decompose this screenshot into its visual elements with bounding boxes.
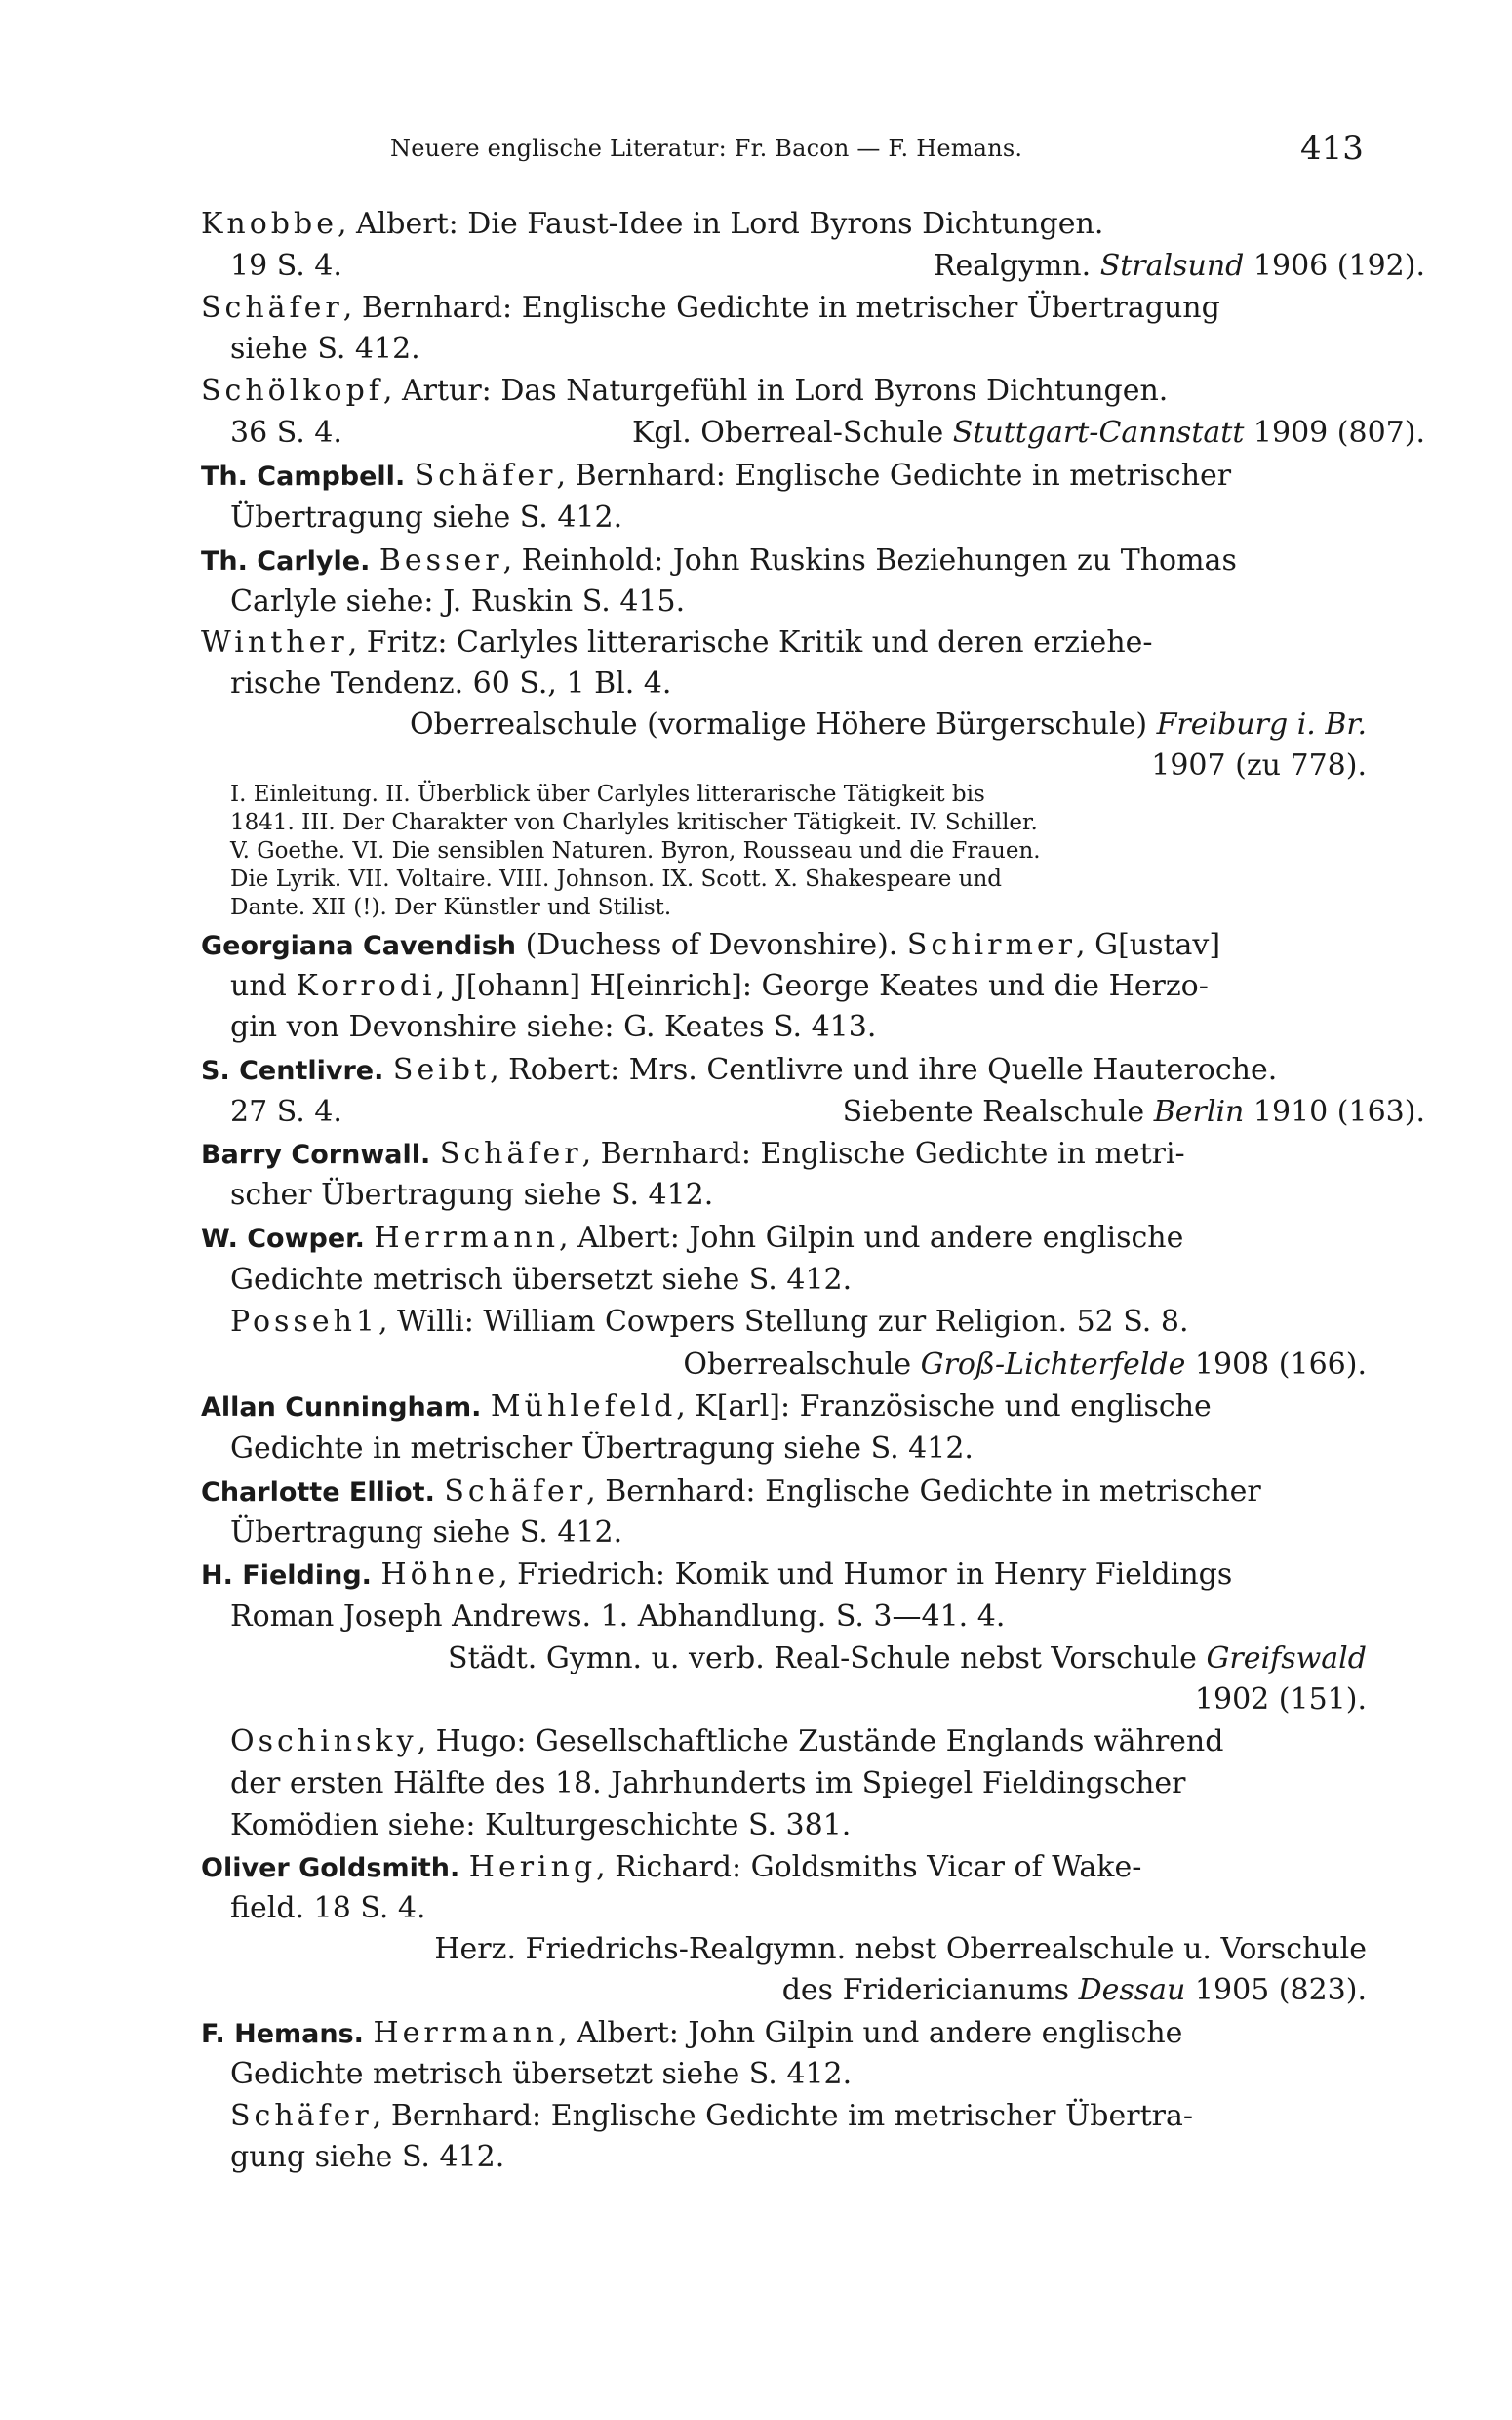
text-run: , K[arl]: Französische und englische [676, 1390, 1212, 1424]
text-run: Oberrealschule [683, 1348, 921, 1382]
text-run: Kgl. Oberreal-Schule [632, 416, 953, 450]
line-left [230, 838, 1041, 864]
bibliography-line [201, 1639, 1367, 1678]
author-heading: Th. Carlyle. [201, 546, 371, 577]
text-run [383, 1053, 393, 1087]
line-left [201, 544, 1237, 578]
place-name: Groß-Lichterfelde [920, 1348, 1186, 1382]
text-run [481, 1390, 491, 1424]
text-run: rische Tendenz. 60 S., 1 Bl. 4. [230, 666, 672, 701]
text-run [405, 459, 415, 493]
bibliography-line [201, 205, 1367, 244]
text-run [459, 1850, 469, 1884]
line-left [230, 1263, 852, 1297]
text-run: I. Einleitung. II. Überblick über Carlyles litterarische Tätigkeit bis [230, 782, 985, 807]
line-right [683, 1346, 1367, 1385]
line-left [201, 625, 1153, 660]
line-left [201, 1137, 1185, 1171]
author-name: Herrmann [373, 2016, 559, 2050]
bibliography-line [201, 624, 1367, 663]
line-left [230, 1515, 622, 1550]
line-left [230, 782, 985, 807]
author-name: Höhne [380, 1557, 499, 1592]
bibliography-line [230, 1889, 1396, 1928]
place-name: Freiburg i. Br. [1156, 707, 1367, 742]
text-run: Gedichte metrisch übersetzt siehe S. 412. [230, 2057, 853, 2091]
bibliography-line [201, 926, 1367, 965]
bibliography-line [201, 1219, 1367, 1258]
line-left [201, 459, 1231, 493]
line-left [230, 895, 671, 920]
author-name: Hering [468, 1850, 597, 1884]
place-name: Stralsund [1099, 249, 1245, 283]
line-left [230, 332, 420, 366]
bibliography-line [230, 1722, 1396, 1761]
text-run [364, 2016, 374, 2050]
author-name: Schäfer [439, 1137, 582, 1171]
bibliography-line [230, 1303, 1396, 1342]
text-run: , G[ustav] [1076, 928, 1221, 962]
text-run: field. 18 S. 4. [230, 1891, 426, 1925]
bibliography-line [230, 1176, 1396, 1215]
author-name: Knobbe [201, 207, 338, 241]
author-name: Seibt [392, 1053, 491, 1087]
running-title: Neuere englische Literatur: Fr. Bacon — F. Hemans. [390, 135, 1023, 162]
place-name: Stuttgart-Cannstatt [952, 416, 1245, 450]
line-left [201, 928, 1220, 962]
text-run: , Richard: Goldsmiths Vicar of Wake- [596, 1850, 1142, 1884]
line-right [632, 414, 1425, 453]
bibliography-line [201, 372, 1367, 411]
bibliography-line [230, 1093, 1425, 1132]
author-name: Schäfer [230, 2099, 373, 2133]
place-name: Dessau [1078, 1973, 1186, 2007]
bibliography-line [201, 1848, 1367, 1887]
page-number: 413 [1300, 129, 1364, 168]
line-right [410, 706, 1367, 745]
bibliography-line [230, 1261, 1396, 1300]
text-run: 1910 (163). [1244, 1095, 1425, 1129]
text-run: der ersten Hälfte des 18. Jahrhunderts im Spiegel Fieldingscher [230, 1766, 1186, 1800]
line-left [230, 2099, 1193, 2133]
author-heading: Th. Campbell. [201, 462, 406, 492]
text-run: Übertragung siehe S. 412. [230, 501, 623, 535]
line-left [201, 1557, 1232, 1592]
line-left [201, 374, 1168, 408]
line-left [230, 969, 1209, 1003]
bibliography-line [201, 1135, 1367, 1174]
bibliography-line [230, 967, 1396, 1006]
line-left [201, 2016, 1182, 2050]
line-left [201, 1053, 1277, 1087]
bibliography-line [201, 706, 1367, 745]
text-run: , Bernhard: Englische Gedichte im metrischer Übertra- [372, 2099, 1194, 2133]
bibliography-line [230, 1513, 1396, 1553]
text-run: 1909 (807). [1244, 416, 1425, 450]
text-run: , Bernhard: Englische Gedichte in metrischer [556, 459, 1232, 493]
text-run: , Albert: John Gilpin und andere englische [558, 2016, 1183, 2050]
bibliography-line [201, 1555, 1367, 1594]
text-run: 1841. III. Der Charakter von Charlyles kritischer Tätigkeit. IV. Schiller. [230, 810, 1038, 835]
text-run: , J[ohann] H[einrich]: George Keates und die Herzo- [435, 969, 1209, 1003]
author-heading: Georgiana Cavendish [201, 931, 517, 961]
line-left [230, 1432, 974, 1466]
text-run: Herz. Friedrichs-Realgymn. nebst Oberrealschule u. Vorschule [434, 1932, 1367, 1966]
line-left [230, 1178, 713, 1212]
bibliography-line [201, 1930, 1367, 1969]
line-left [201, 1474, 1261, 1509]
bibliography-line [230, 1008, 1396, 1047]
text-run: , Artur: Das Naturgefühl in Lord Byrons Dichtungen. [382, 374, 1169, 408]
bibliography-line [230, 499, 1396, 538]
text-run [370, 544, 379, 578]
author-name: Posseh1 [230, 1305, 378, 1339]
bibliography-line [230, 583, 1396, 622]
text-run: Übertragung siehe S. 412. [230, 1515, 623, 1550]
text-run: Realgymn. [933, 249, 1100, 283]
text-run: , Robert: Mrs. Centlivre und ihre Quelle Hauteroche. [490, 1053, 1278, 1087]
line-left [230, 1305, 1188, 1339]
text-run: Carlyle siehe: J. Ruskin S. 415. [230, 585, 686, 619]
text-run: Oberrealschule (vormalige Höhere Bürgerschule) [409, 707, 1157, 742]
text-run: gin von Devonshire siehe: G. Keates S. 413. [230, 1010, 877, 1044]
bibliography-line [201, 542, 1367, 581]
author-name: Schölkopf [201, 374, 383, 408]
text-run: 1907 (zu 778). [1151, 748, 1367, 783]
text-run [430, 1137, 440, 1171]
bibliography-line [230, 330, 1396, 369]
line-left [201, 291, 1220, 325]
line-left [230, 1010, 876, 1044]
bibliography-line [230, 1430, 1396, 1469]
bibliography-line [201, 1971, 1367, 2010]
line-left [201, 1221, 1183, 1255]
text-run: , Albert: Die Faust-Idee in Lord Byrons Dichtungen. [337, 207, 1104, 241]
text-run: , Bernhard: Englische Gedichte in metrischer Übertragung [342, 291, 1220, 325]
author-heading: F. Hemans. [201, 2019, 364, 2049]
text-run: 1908 (166). [1185, 1348, 1367, 1382]
line-left [230, 1808, 851, 1842]
line-right [448, 1639, 1367, 1678]
text-run: siehe S. 412. [230, 332, 420, 366]
line-left [201, 1390, 1212, 1424]
text-run: 19 S. 4. [230, 249, 342, 283]
text-run: 27 S. 4. [230, 1095, 342, 1129]
text-run [435, 1474, 445, 1509]
text-run: und [230, 969, 297, 1003]
contents-note-line [230, 891, 1284, 924]
bibliography-line [230, 665, 1396, 704]
line-left [230, 1724, 1223, 1758]
line-left [230, 501, 622, 535]
text-run: 1905 (823). [1185, 1973, 1367, 2007]
text-run: gung siehe S. 412. [230, 2140, 505, 2174]
author-name: Schirmer [906, 928, 1077, 962]
author-name: Korrodi [296, 969, 436, 1003]
line-left [230, 249, 342, 283]
text-run: 1906 (192). [1244, 249, 1425, 283]
text-run: , Bernhard: Englische Gedichte in metri- [581, 1137, 1185, 1171]
line-left [230, 585, 685, 619]
line-left [230, 416, 342, 450]
line-left [201, 1850, 1141, 1884]
line-right [1195, 1680, 1367, 1719]
author-name: Besser [378, 544, 503, 578]
bibliography-line [201, 289, 1367, 328]
line-right [782, 1971, 1367, 2010]
bibliography-line [201, 457, 1367, 496]
line-left [230, 1095, 342, 1129]
place-name: Berlin [1153, 1095, 1245, 1129]
line-left [230, 810, 1038, 835]
bibliography-line [201, 2014, 1367, 2053]
line-right [434, 1930, 1367, 1969]
bibliography-line [201, 1346, 1367, 1385]
line-left [230, 666, 671, 701]
author-name: Herrmann [374, 1221, 560, 1255]
bibliography-line [230, 1764, 1396, 1803]
author-name: Mühlefeld [490, 1390, 677, 1424]
author-name: Schäfer [444, 1474, 587, 1509]
author-heading: S. Centlivre. [201, 1056, 384, 1086]
text-run: , Bernhard: Englische Gedichte in metrischer [586, 1474, 1261, 1509]
text-run: Komödien siehe: Kulturgeschichte S. 381. [230, 1808, 852, 1842]
text-run: , Friedrich: Komik und Humor in Henry Fieldings [498, 1557, 1233, 1592]
text-run: Dante. XII (!). Der Künstler und Stilist. [230, 895, 672, 920]
bibliography-line [230, 2055, 1396, 2094]
text-run: , Fritz: Carlyles litterarische Kritik und deren erziehe- [347, 625, 1153, 660]
bibliography-line [201, 1388, 1367, 1427]
author-name: Oschinsky [230, 1724, 418, 1758]
bibliography-line [201, 1472, 1367, 1512]
line-right [934, 247, 1425, 286]
text-run: des Fridericianums [781, 1973, 1079, 2007]
author-name: Schäfer [414, 459, 557, 493]
text-run: Städt. Gymn. u. verb. Real-Schule nebst Vorschule [448, 1641, 1207, 1675]
text-run: 1902 (151). [1194, 1682, 1367, 1716]
author-heading: Allan Cunningham. [201, 1392, 482, 1423]
line-left [230, 2140, 504, 2174]
text-run: 36 S. 4. [230, 416, 342, 450]
author-heading: H. Fielding. [201, 1560, 372, 1591]
author-heading: Barry Cornwall. [201, 1140, 431, 1170]
bibliography-line [201, 1051, 1367, 1090]
bibliography-line [201, 1680, 1367, 1719]
line-right [843, 1093, 1425, 1132]
text-run: V. Goethe. VI. Die sensiblen Naturen. Byron, Rousseau und die Frauen. [230, 838, 1041, 864]
line-left [201, 207, 1103, 241]
text-run: , Albert: John Gilpin und andere englische [559, 1221, 1184, 1255]
bibliography-line [230, 1597, 1396, 1636]
author-name: Schäfer [201, 291, 343, 325]
line-left [230, 1766, 1186, 1800]
author-name: Winther [201, 625, 348, 660]
text-run: , Willi: William Cowpers Stellung zur Religion. 52 S. 8. [378, 1305, 1189, 1339]
text-run: Gedichte in metrischer Übertragung siehe S. 412. [230, 1432, 974, 1466]
text-run: scher Übertragung siehe S. 412. [230, 1178, 714, 1212]
text-run: , Reinhold: John Ruskins Beziehungen zu Thomas [502, 544, 1237, 578]
line-left [230, 867, 1002, 892]
bibliography-line [230, 1806, 1396, 1845]
place-name: Greifswald [1206, 1641, 1367, 1675]
bibliography-line [230, 2138, 1396, 2177]
bibliography-line [230, 247, 1425, 286]
text-run: Die Lyrik. VII. Voltaire. VIII. Johnson. IX. Scott. X. Shakespeare und [230, 867, 1003, 892]
line-left [230, 1891, 426, 1925]
author-heading: Oliver Goldsmith. [201, 1853, 460, 1883]
text-run: (Duchess of Devonshire). [516, 928, 907, 962]
text-run: Siebente Realschule [842, 1095, 1154, 1129]
author-heading: Charlotte Elliot. [201, 1477, 435, 1508]
line-left [230, 2057, 852, 2091]
text-run: Gedichte metrisch übersetzt siehe S. 412. [230, 1263, 853, 1297]
bibliography-line [230, 414, 1425, 453]
text-run: , Hugo: Gesellschaftliche Zustände Englands während [417, 1724, 1224, 1758]
author-heading: W. Cowper. [201, 1224, 365, 1254]
text-run: Roman Joseph Andrews. 1. Abhandlung. S. 3—41. 4. [230, 1599, 1006, 1634]
line-left [230, 1599, 1005, 1634]
bibliography-line [230, 2097, 1396, 2136]
